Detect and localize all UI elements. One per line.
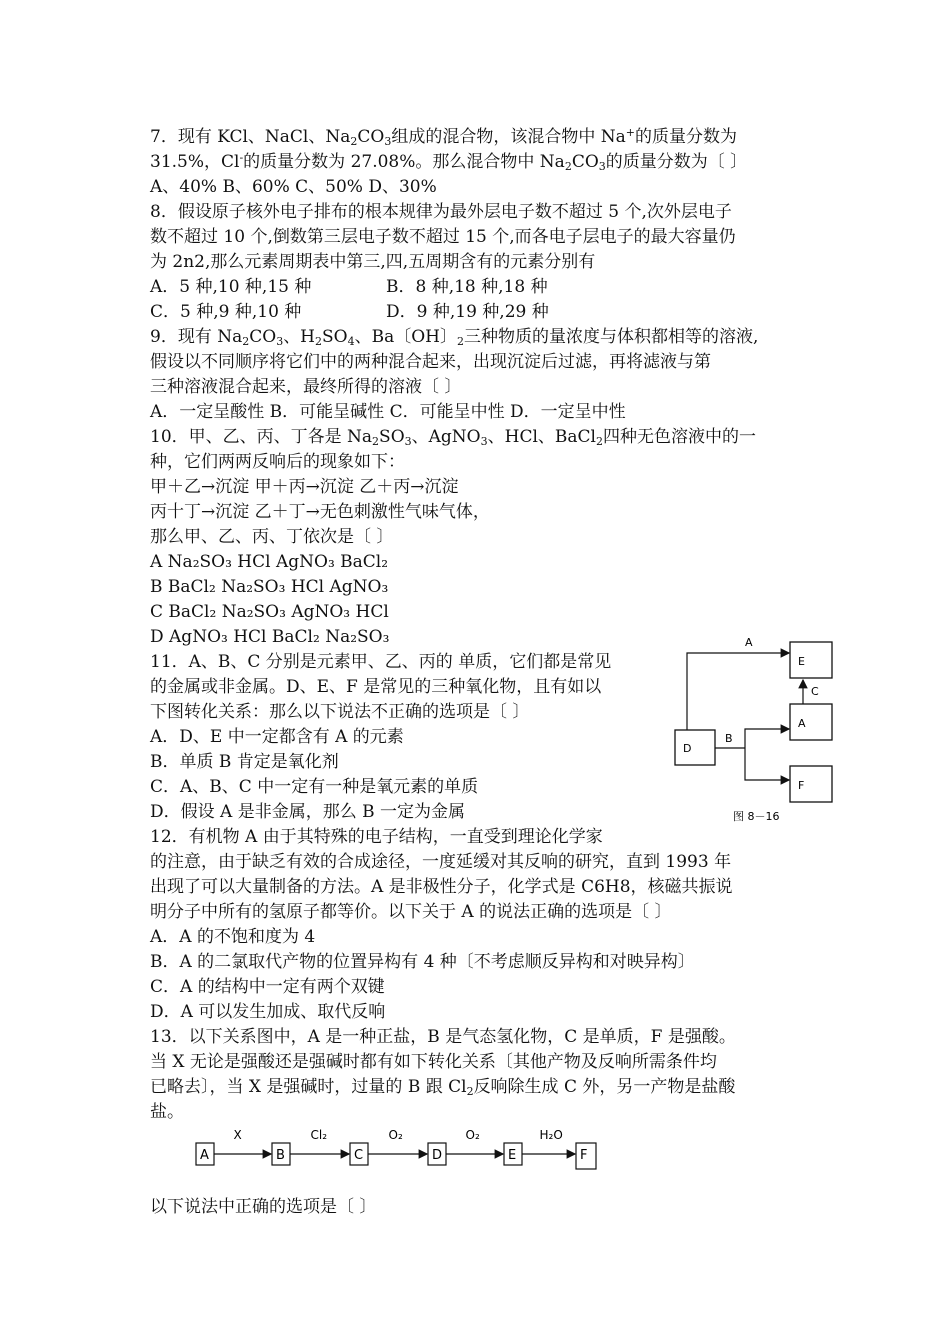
q11-line2: 的金属或非金属。D、E、F 是常见的三种氧化物，且有如以 — [150, 677, 602, 697]
q11-option-c: C．A、B、C 中一定有一种是氧元素的单质 — [150, 777, 479, 797]
q8-option-c: C．5 种,9 种,10 种 — [150, 302, 302, 322]
diagram-box-f — [790, 766, 832, 802]
q10-option-c: C BaCl₂ Na₂SO₃ AgNO₃ HCl — [150, 602, 389, 622]
q13-line2: 当 X 无论是强酸还是强碱时都有如下转化关系〔其他产物及反响所需条件均 — [150, 1052, 717, 1072]
arrow-to-f — [745, 748, 789, 780]
q10-line1: 10．甲、乙、丙、丁各是 $Na_2SO_3$、AgNO$_3$、HCl、BaCl$_2$四种无色溶液中的一 — [150, 427, 756, 448]
q10-option-b: B BaCl₂ Na₂SO₃ HCl AgNO₃ — [150, 577, 389, 597]
q13-question: 以下说法中正确的选项是〔 〕 — [150, 1197, 377, 1217]
q8-options-cd — [150, 300, 549, 325]
q8-options-ab — [150, 275, 548, 300]
chain-node-c: C — [354, 1148, 364, 1163]
diagram-label-c: C — [811, 685, 819, 698]
diagram-box-e — [790, 642, 832, 678]
chain-node-f: F — [580, 1148, 588, 1163]
q11-option-d: D．假设 A 是非金属，那么 B 一定为金属 — [150, 802, 466, 822]
q9-options: A．一定呈酸性 B．可能呈碱性 C．可能呈中性 D．一定呈中性 — [150, 402, 626, 422]
q8-line2: 数不超过 10 个,倒数第三层电子数不超过 15 个,而各电子层电子的最大容量仍 — [150, 227, 736, 247]
diagram-node-e: E — [798, 655, 805, 668]
q8-line1: 8．假设原子核外电子排布的根本规律为最外层电子数不超过 5 个,次外层电子 — [150, 202, 732, 222]
diagram-label-a: A — [745, 636, 753, 649]
q11-transformation-diagram — [665, 630, 850, 830]
q10-line3: 甲＋乙→沉淀 甲＋丙→沉淀 乙＋丙→沉淀 — [150, 477, 459, 497]
q10-option-a: A Na₂SO₃ HCl AgNO₃ BaCl₂ — [150, 552, 389, 572]
q8-option-d: D．9 种,19 种,29 种 — [386, 302, 549, 322]
chain-arrow-label-2: Cl₂ — [310, 1128, 328, 1142]
chain-arrow-label-5: H₂O — [539, 1128, 563, 1142]
diagram-caption: 图 8－16 — [733, 810, 780, 823]
q9-line1: 9．现有 $Na_2CO_3$、$H_2SO_4$、Ba〔OH〕$_2$三种物质的量浓度与体积都相等的溶液, — [150, 327, 759, 348]
q10-line5: 那么甲、乙、丙、丁依次是〔 〕 — [150, 527, 394, 547]
q12-line3: 出现了可以大量制备的方法。A 是非极性分子，化学式是 C6H8，核磁共振说 — [150, 877, 733, 897]
q13-chain-diagram — [190, 1125, 610, 1175]
q13-line3: 已略去〕，当 X 是强碱时，过量的 B 跟 $Cl_2$反响除生成 C 外，另一产物是盐酸 — [150, 1077, 736, 1098]
q7-options: A、40% B、60% C、50% D、30% — [150, 177, 437, 197]
q8-option-a: A．5 种,10 种,15 种 — [150, 277, 312, 297]
diagram-node-a: A — [798, 717, 806, 730]
q9-line3: 三种溶液混合起来，最终所得的溶液〔 〕 — [150, 377, 462, 397]
q10-line2: 种，它们两两反响后的现象如下： — [150, 452, 405, 472]
diagram-box-a — [790, 704, 832, 740]
diagram-node-d: D — [683, 742, 692, 755]
q10-line4: 丙十丁→沉淀 乙＋丁→无色刺激性气味气体， — [150, 502, 490, 522]
q12-line1: 12．有机物 A 由于其特殊的电子结构，一直受到理论化学家 — [150, 827, 603, 847]
q11-option-b: B．单质 B 肯定是氧化剂 — [150, 752, 339, 772]
diagram-node-f: F — [798, 779, 805, 792]
q11-option-a: A．D、E 中一定都含有 A 的元素 — [150, 727, 404, 747]
q12-line4: 明分子中所有的氢原子都等价。以下关于 A 的说法正确的选项是〔 〕 — [150, 902, 672, 922]
q10-option-d: D AgNO₃ HCl BaCl₂ Na₂SO₃ — [150, 627, 390, 647]
q12-option-a: A．A 的不饱和度为 4 — [150, 927, 316, 947]
q12-option-d: D．A 可以发生加成、取代反响 — [150, 1002, 386, 1022]
arrow-to-a — [745, 729, 789, 748]
chain-arrow-label-1: X — [233, 1128, 242, 1142]
q12-option-c: C．A 的结构中一定有两个双键 — [150, 977, 385, 997]
diagram-label-b: B — [725, 732, 733, 745]
chain-arrow-label-4: O₂ — [465, 1128, 480, 1142]
diagram-box-d — [675, 730, 715, 765]
q11-line1: 11．A、B、C 分别是元素甲、乙、丙的 单质，它们都是常见 — [150, 652, 612, 672]
chain-node-a: A — [200, 1148, 209, 1163]
q9-line2: 假设以不同顺序将它们中的两种混合起来，出现沉淀后过滤，再将滤液与第 — [150, 352, 711, 372]
chain-node-e: E — [508, 1148, 517, 1163]
q12-option-b: B．A 的二氯取代产物的位置异构有 4 种〔不考虑顺反异构和对映异构〕 — [150, 952, 695, 972]
q7-line2: 31.5%，Cl-的质量分数为 27.08%。那么混合物中 $Na_2CO_3$的质量分数为〔 〕 — [150, 151, 748, 173]
q7-line1: 7．现有 KCl、NaCl、$Na_2CO_3$组成的混合物，该混合物中 Na+的质量分数为 — [150, 126, 737, 148]
chain-node-b: B — [276, 1148, 285, 1163]
q11-line3: 下图转化关系：那么以下说法不正确的选项是〔 〕 — [150, 702, 530, 722]
chain-node-d: D — [432, 1148, 443, 1163]
q12-line2: 的注意，由于缺乏有效的合成途径，一度延缓对其反响的研究，直到 1993 年 — [150, 852, 732, 872]
q8-option-b: B．8 种,18 种,18 种 — [386, 277, 548, 297]
q13-line1: 13．以下关系图中，A 是一种正盐，B 是气态氢化物，C 是单质，F 是强酸。 — [150, 1027, 736, 1047]
chain-arrow-label-3: O₂ — [388, 1128, 403, 1142]
q8-line3: 为 2n2,那么元素周期表中第三,四,五周期含有的元素分别有 — [150, 252, 596, 272]
q13-line4: 盐。 — [150, 1102, 184, 1122]
arrow-d-to-e — [687, 653, 789, 730]
